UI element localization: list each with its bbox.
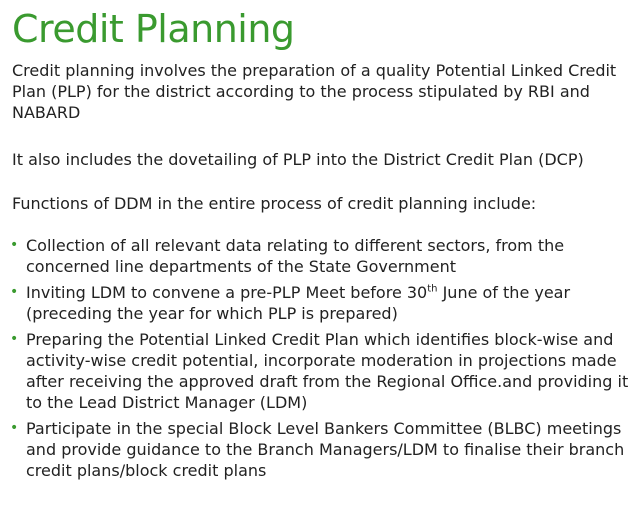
slide-title: Credit Planning [12, 7, 295, 51]
list-item-text-part: Inviting LDM to convene a pre-PLP Meet before 30 [26, 283, 428, 302]
list-item-text-part: June of the year (preceding the year for which PLP is prepared) [26, 283, 571, 323]
ordinal-suffix: th [427, 283, 438, 295]
bullet-dot-icon: • [10, 284, 19, 300]
list-item-text [26, 283, 570, 323]
bullet-dot-icon: • [10, 420, 19, 436]
list-item [10, 282, 638, 324]
functions-list [10, 235, 638, 486]
list-item-text: Collection of all relevant data relating to different sectors, from the concerned line departments of the State Government [26, 236, 565, 276]
list-item-text: Preparing the Potential Linked Credit Plan which identifies block-wise and activity-wise credit potential, incorporate moderation in projections made after receiving the approved draft from the Regional Office.and providing it to the Lead District Manager (LDM) [26, 330, 629, 412]
list-item [10, 418, 638, 481]
bullet-dot-icon: • [10, 237, 19, 253]
list-item [10, 329, 638, 413]
bullet-dot-icon: • [10, 331, 19, 347]
intro-paragraph: Credit planning involves the preparation of a quality Potential Linked Credit Plan (PLP) for the district according to the process stipulated by RBI and NABARD [12, 61, 617, 122]
functions-heading: Functions of DDM in the entire process of credit planning include: [12, 194, 537, 213]
list-item [10, 235, 638, 277]
list-item-text: Participate in the special Block Level Bankers Committee (BLBC) meetings and provide guidance to the Branch Managers/LDM to finalise their branch credit plans/block credit plans [26, 419, 625, 480]
dcp-paragraph: It also includes the dovetailing of PLP into the District Credit Plan (DCP) [12, 150, 584, 169]
